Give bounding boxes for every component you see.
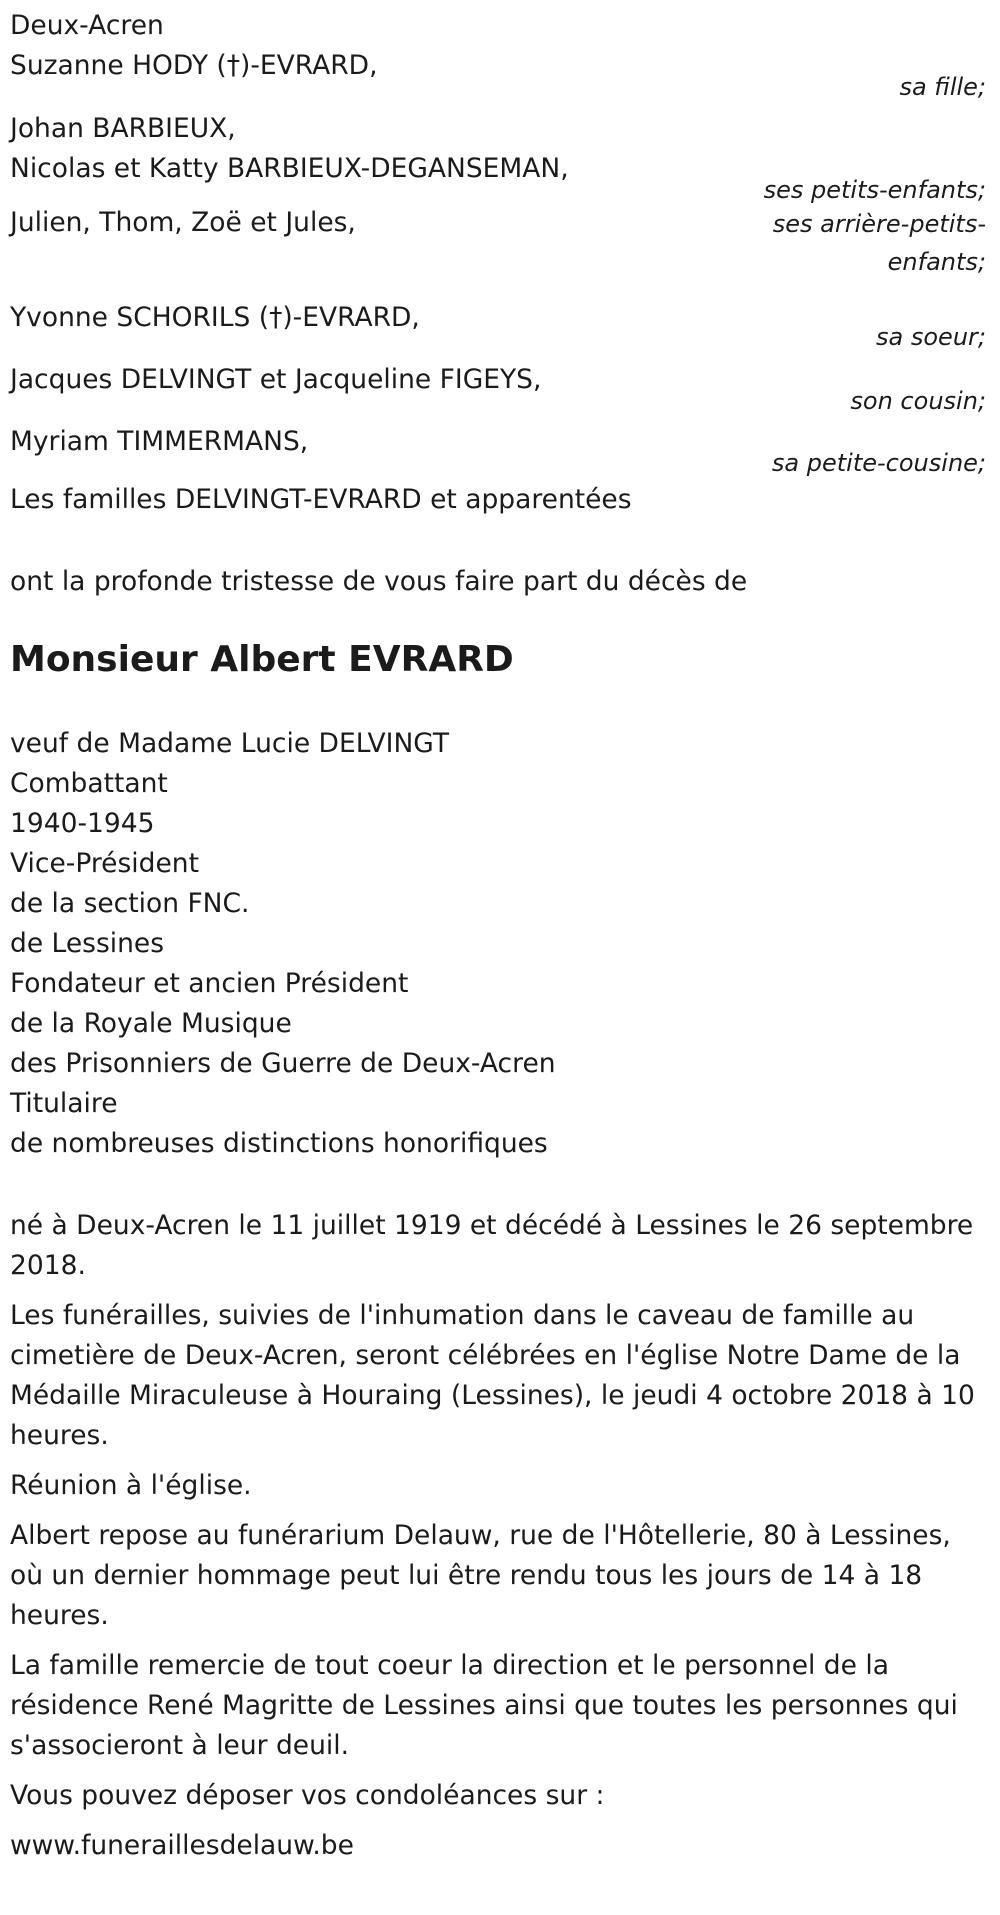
- relative-role: sa soeur;: [876, 323, 986, 351]
- relative-role: sa fille;: [899, 73, 986, 101]
- title-line: 1940-1945: [10, 808, 155, 839]
- obituary-page: [0, 6, 1000, 1915]
- announcement-intro: ont la profonde tristesse de vous faire part du décès de: [10, 566, 748, 597]
- title-line: de la Royale Musique: [10, 1008, 292, 1039]
- title-line: veuf de Madame Lucie DELVINGT: [10, 728, 450, 759]
- relative-role: sa petite-cousine;: [771, 449, 986, 477]
- relative-name: Myriam TIMMERMANS,: [10, 426, 309, 457]
- relative-entry-grandchildren: [10, 109, 990, 203]
- relative-role: ses arrière-petits-enfants;: [772, 210, 986, 276]
- families-line: Les familles DELVINGT-EVRARD et apparentées: [10, 484, 632, 515]
- relative-role: son cousin;: [850, 387, 986, 415]
- place-name: Deux-Acren: [10, 10, 164, 41]
- title-line: de nombreuses distinctions honorifiques: [10, 1128, 548, 1159]
- relative-role: ses petits-enfants;: [763, 176, 986, 204]
- relative-name: Suzanne HODY (†)-EVRARD,: [10, 50, 378, 81]
- birth-death-paragraph: né à Deux-Acren le 11 juillet 1919 et décédé à Lessines le 26 septembre 2018.: [10, 1210, 974, 1281]
- title-line: des Prisonniers de Guerre de Deux-Acren: [10, 1048, 556, 1079]
- title-line: Titulaire: [10, 1088, 118, 1119]
- title-line: Fondateur et ancien Président: [10, 968, 409, 999]
- relative-entry-sister: [10, 298, 990, 354]
- funeral-paragraph: Les funérailles, suivies de l'inhumation dans le caveau de famille au cimetière de Deux-Acren, seront célébrées en l'église Notre Dame de la Médaille Miraculeuse à Houraing (Lessines), le jeudi 4 octobre 2018 à 10 heures.: [10, 1300, 975, 1451]
- relative-name: Johan BARBIEUX,: [10, 113, 236, 144]
- relative-entry-cousin: [10, 360, 990, 418]
- relative-entry-daughter: [10, 46, 990, 106]
- title-line: Vice-Président: [10, 848, 199, 879]
- condolences-line: Vous pouvez déposer vos condoléances sur :: [10, 1780, 605, 1811]
- relative-name: Julien, Thom, Zoë et Jules,: [10, 207, 356, 238]
- website-link[interactable]: www.funeraillesdelauw.be: [10, 1830, 354, 1861]
- meeting-paragraph: Réunion à l'église.: [10, 1470, 252, 1501]
- title-line: de la section FNC.: [10, 888, 250, 919]
- title-line: Combattant: [10, 768, 168, 799]
- relative-name: Nicolas et Katty BARBIEUX-DEGANSEMAN,: [10, 153, 569, 184]
- thanks-paragraph: La famille remercie de tout coeur la direction et le personnel de la résidence René Magritte de Lessines ainsi que toutes les personnes qui s'associeront à leur deuil.: [10, 1650, 958, 1761]
- relative-name: Jacques DELVINGT et Jacqueline FIGEYS,: [10, 364, 542, 395]
- deceased-titles: [10, 724, 990, 1164]
- title-line: de Lessines: [10, 928, 165, 959]
- relative-entry-second-cousin: [10, 422, 990, 480]
- repose-paragraph: Albert repose au funérarium Delauw, rue de l'Hôtellerie, 80 à Lessines, où un dernier hommage peut lui être rendu tous les jours de 14 à 18 heures.: [10, 1520, 951, 1631]
- relative-name: Yvonne SCHORILS (†)-EVRARD,: [10, 302, 420, 333]
- deceased-name: Monsieur Albert EVRARD: [10, 639, 514, 680]
- relative-entry-great-grandchildren: [10, 203, 990, 290]
